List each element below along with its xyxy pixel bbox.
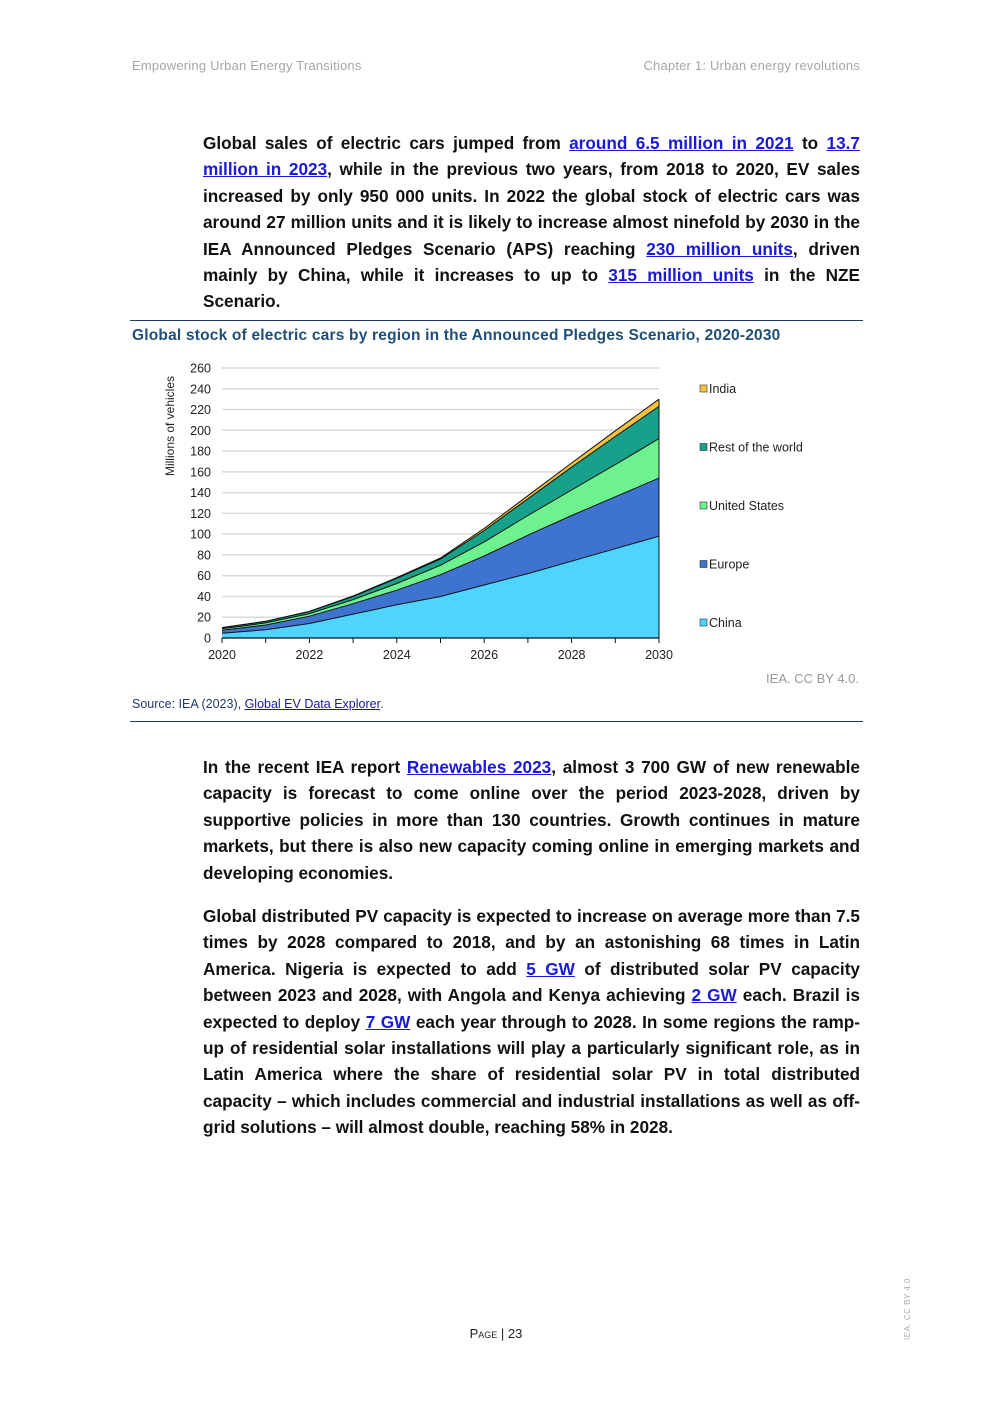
link-global-ev-data-explorer[interactable]: Global EV Data Explorer: [244, 697, 381, 711]
x-tick-label: 2022: [295, 648, 324, 662]
page-separator: |: [497, 1326, 508, 1341]
legend-label: China: [709, 616, 742, 630]
y-tick-label: 200: [190, 423, 211, 438]
link-315-million[interactable]: 315 million units: [608, 265, 754, 286]
side-credit: IEA. CC BY 4.0.: [903, 1275, 912, 1340]
page-number: [0, 1326, 992, 1341]
link-7-gw[interactable]: 7 GW: [365, 1011, 411, 1032]
y-tick-label: 240: [190, 382, 211, 397]
y-tick-label: 260: [190, 361, 211, 376]
y-tick-label: 0: [204, 631, 211, 646]
legend-swatch: [700, 619, 707, 626]
text-run: each. Brazil is expected to deploy: [203, 985, 860, 1032]
text-run: Global distributed PV capacity is expected to increase on average more than 7.5 times by 2028 compared to 2018, and by an astonishing 68 times in Latin America. Nigeria is expected to add: [203, 906, 860, 979]
text-run: Global sales of electric cars jumped from: [203, 133, 570, 153]
legend-label: Rest of the world: [709, 440, 803, 455]
y-tick-label: 80: [197, 548, 211, 563]
y-tick-label: 60: [197, 569, 211, 584]
y-tick-label: 20: [197, 610, 211, 625]
running-header-title: Empowering Urban Energy Transitions: [132, 58, 362, 73]
text-run: , while in the previous two years, from 2018 to 2020, EV sales increased by only 950 000 units. In 2022 the global stock of electric cars was around 27 million units and it is likely to increase almost ninefold by 2030 in the IEA Announced Pledges Scenario (APS) reaching: [203, 159, 861, 259]
link-6-5-million[interactable]: around 6.5 million in 2021: [569, 133, 794, 153]
figure-top-rule: [130, 320, 863, 321]
ev-stock-area-chart: [130, 355, 863, 667]
link-5-gw[interactable]: 5 GW: [526, 958, 575, 979]
legend-label: United States: [709, 499, 785, 513]
y-axis-label: Millions of vehicles: [163, 375, 177, 477]
figure-credit: IEA. CC BY 4.0.: [766, 671, 859, 686]
legend-label: India: [709, 382, 737, 396]
text-run: in the NZE Scenario.: [203, 265, 860, 312]
text-run: of distributed solar PV capacity between 2023 and 2028, with Angola and Kenya achieving: [203, 958, 860, 1006]
source-text: .: [380, 697, 384, 711]
legend-swatch: [700, 561, 707, 568]
paragraph-ev-sales: [203, 130, 860, 315]
x-tick-label: 2020: [208, 648, 236, 662]
text-run: , almost 3 700 GW of new renewable capacity is forecast to come online over the period 2023-2028, driven by supportive policies in more than 130 countries. Growth continues in mature markets, but there is also new capacity coming online in emerging markets and developing economies.: [203, 757, 860, 883]
legend-swatch: [700, 444, 707, 451]
figure-title: Global stock of electric cars by region in the Announced Pledges Scenario, 2020-2030: [132, 327, 781, 344]
figure-source: [132, 697, 384, 711]
source-text: Source: IEA (2023),: [132, 697, 245, 711]
text-run: In the recent IEA report: [203, 757, 407, 777]
legend-swatch: [700, 502, 707, 509]
x-tick-label: 2024: [382, 648, 411, 662]
page-label: Page: [469, 1326, 498, 1341]
y-tick-label: 180: [190, 444, 211, 459]
y-tick-label: 120: [190, 506, 211, 521]
y-tick-label: 100: [190, 527, 211, 542]
text-run: , driven mainly by China, while it increases to up to: [203, 238, 860, 286]
paragraph-distributed-pv: [203, 903, 860, 1141]
y-tick-label: 220: [190, 403, 211, 418]
link-13-7-million[interactable]: 13.7 million in 2023: [203, 133, 860, 180]
link-2-gw[interactable]: 2 GW: [691, 985, 737, 1006]
paragraph-renewables: [203, 754, 860, 886]
x-tick-label: 2026: [470, 648, 499, 662]
text-run: each year through to 2028. In some regions the ramp-up of residential solar installations will play a particularly significant role, as in Latin America where the share of residential solar PV in total distributed capacity – which includes commercial and industrial installations as well as off-grid solutions – will almost double, reaching 58% in 2028.: [203, 1011, 860, 1138]
link-230-million[interactable]: 230 million units: [646, 238, 793, 259]
link-renewables-2023[interactable]: Renewables 2023: [406, 757, 552, 777]
running-header-chapter: Chapter 1: Urban energy revolutions: [643, 58, 860, 73]
y-tick-label: 140: [190, 486, 211, 501]
legend-swatch: [700, 385, 707, 392]
y-tick-label: 160: [190, 465, 211, 480]
x-tick-label: 2028: [557, 648, 586, 662]
figure-bottom-rule: [130, 721, 863, 722]
y-tick-label: 40: [197, 589, 211, 604]
legend-label: Europe: [709, 557, 750, 572]
page-number-value: 23: [507, 1326, 523, 1341]
text-run: to: [793, 133, 827, 153]
x-tick-label: 2030: [645, 648, 673, 662]
